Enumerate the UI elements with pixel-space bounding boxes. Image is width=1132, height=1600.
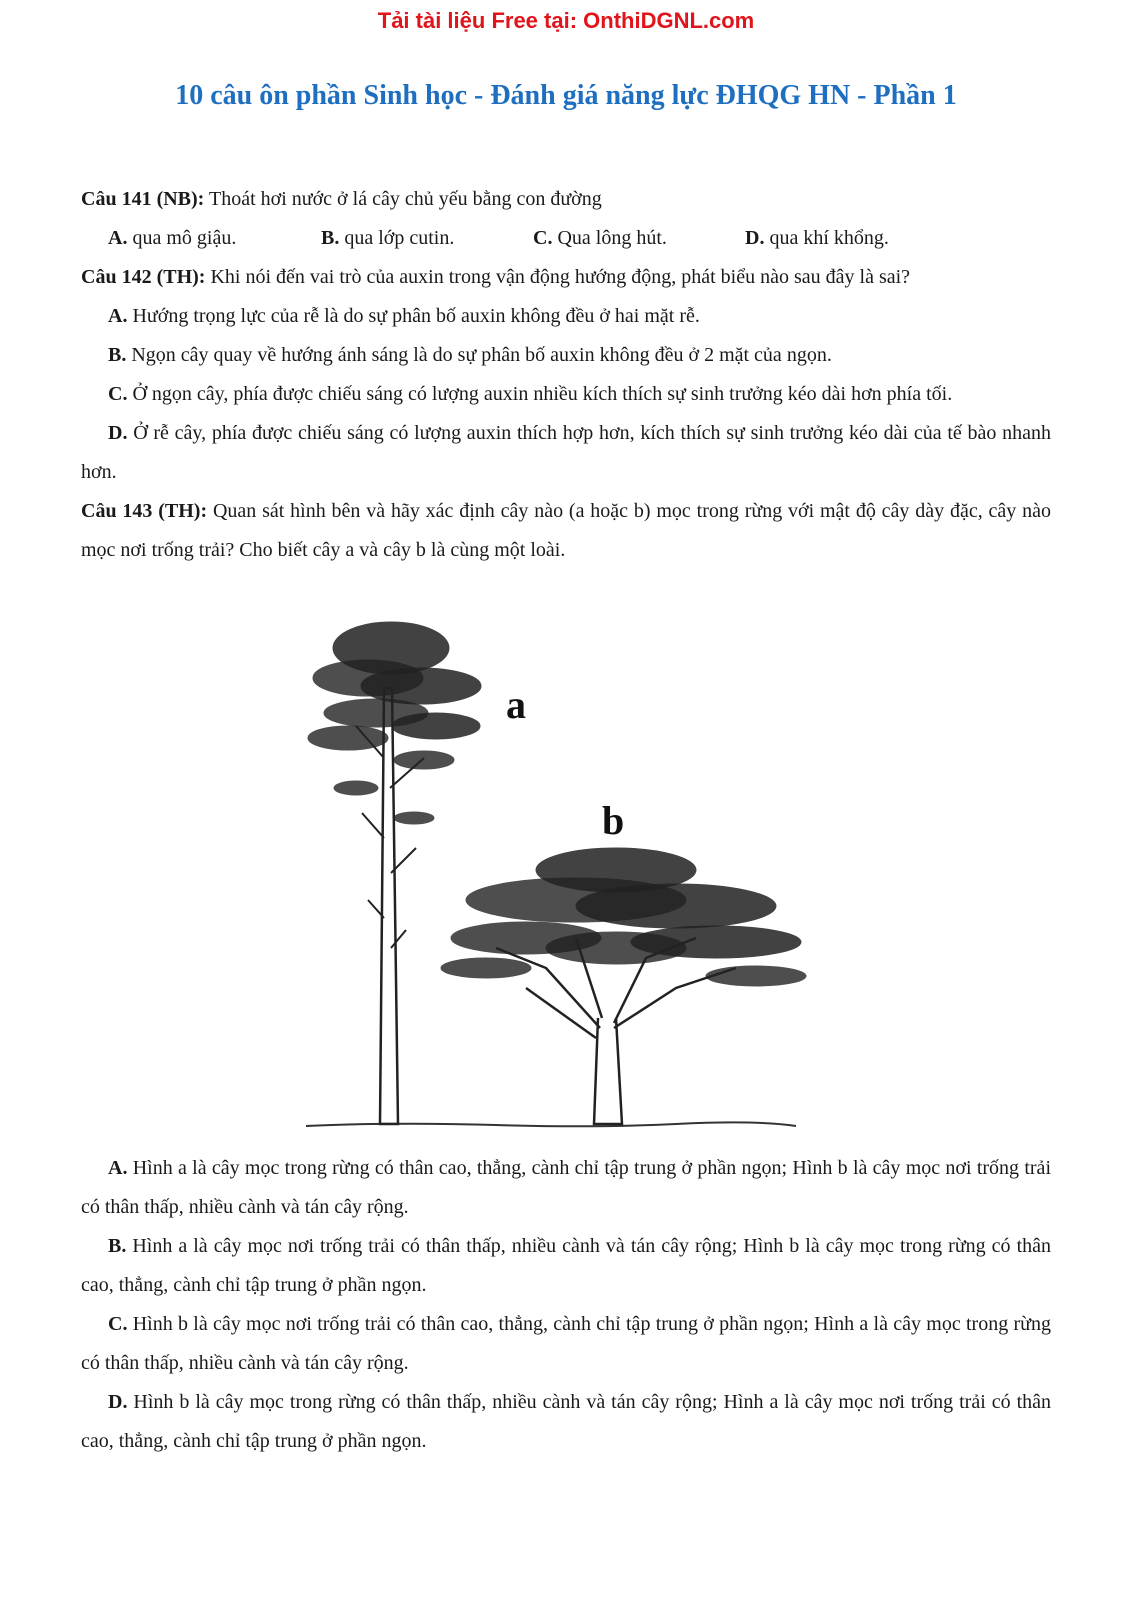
option-letter: B. [108,344,127,366]
option-letter: D. [745,227,765,249]
option-c [81,1305,1051,1383]
option-text: qua khí khổng. [764,227,889,249]
option-letter: B. [108,1235,127,1257]
answer-options-143 [81,1149,1051,1461]
option-b [81,1227,1051,1305]
option-d [81,1383,1051,1461]
questions-block [81,180,1051,570]
option-letter: A. [108,227,128,249]
question-label: Câu 141 (NB): [81,188,205,210]
page-title: 10 câu ôn phần Sinh học - Đánh giá năng lực ĐHQG HN - Phần 1 [175,80,957,111]
option-text: Hình a là cây mọc nơi trống trải có thân thấp, nhiều cành và tán cây rộng; Hình b là cây mọc trong rừng có thân cao, thẳng, cành chỉ tập trung ở phần ngọn. [81,1235,1051,1296]
option-letter: D. [108,1391,128,1413]
option-letter: D. [108,422,128,444]
tree-figure [296,608,816,1138]
option-a [108,219,321,258]
option-text: qua lớp cutin. [339,227,455,249]
question-label: Câu 143 (TH): [81,500,208,522]
option-text: Ở rễ cây, phía được chiếu sáng có lượng auxin thích hợp hơn, kích thích sự sinh trưởng kéo dài của tế bào nhanh hơn. [81,422,1051,483]
tree-a [308,622,481,1124]
option-b [81,336,1051,375]
option-b [321,219,533,258]
option-letter: C. [108,383,128,405]
option-a [81,1149,1051,1227]
option-letter: B. [321,227,340,249]
option-text: Hình a là cây mọc trong rừng có thân cao, thẳng, cành chỉ tập trung ở phần ngọn; Hình b là cây mọc nơi trống trải có thân thấp, nhiều cành và tán cây rộng. [81,1157,1051,1218]
option-a [81,297,1051,336]
question-142 [81,258,1051,297]
option-c [81,375,1051,414]
option-text: qua mô giậu. [127,227,237,249]
option-letter: C. [108,1313,128,1335]
question-text: Quan sát hình bên và hãy xác định cây nào (a hoặc b) mọc trong rừng với mật độ cây dày đặc, cây nào mọc nơi trống trải? Cho biết cây a và cây b là cùng một loài. [81,500,1051,561]
option-letter: A. [108,305,128,327]
question-141 [81,180,1051,219]
options-row [81,219,1051,258]
download-banner[interactable]: Tải tài liệu Free tại: OnthiDGNL.com [377,8,755,33]
option-text: Qua lông hút. [552,227,667,249]
option-d [745,219,945,258]
question-text: Khi nói đến vai trò của auxin trong vận động hướng động, phát biểu nào sau đây là sai? [205,266,911,288]
label-b: b [602,798,625,843]
option-text: Hướng trọng lực của rễ là do sự phân bố auxin không đều ở hai mặt rễ. [127,305,700,327]
option-text: Ở ngọn cây, phía được chiếu sáng có lượng auxin nhiều kích thích sự sinh trưởng kéo dài hơn phía tối. [127,383,953,405]
question-text: Thoát hơi nước ở lá cây chủ yếu bằng con đường [204,188,602,210]
option-letter: A. [108,1157,128,1179]
option-text: Hình b là cây mọc nơi trống trải có thân cao, thẳng, cành chỉ tập trung ở phần ngọn; Hình a là cây mọc trong rừng có thân thấp, nhiều cành và tán cây rộng. [81,1313,1051,1374]
option-c [533,219,745,258]
option-text: Ngọn cây quay về hướng ánh sáng là do sự phân bố auxin không đều ở 2 mặt của ngọn. [126,344,832,366]
question-label: Câu 142 (TH): [81,266,206,288]
option-d [81,414,1051,492]
tree-b [441,848,806,1124]
option-letter: C. [533,227,553,249]
label-a: a [506,682,526,727]
question-143 [81,492,1051,570]
option-text: Hình b là cây mọc trong rừng có thân thấp, nhiều cành và tán cây rộng; Hình a là cây mọc nơi trống trải có thân cao, thẳng, cành chỉ tập trung ở phần ngọn. [81,1391,1051,1452]
